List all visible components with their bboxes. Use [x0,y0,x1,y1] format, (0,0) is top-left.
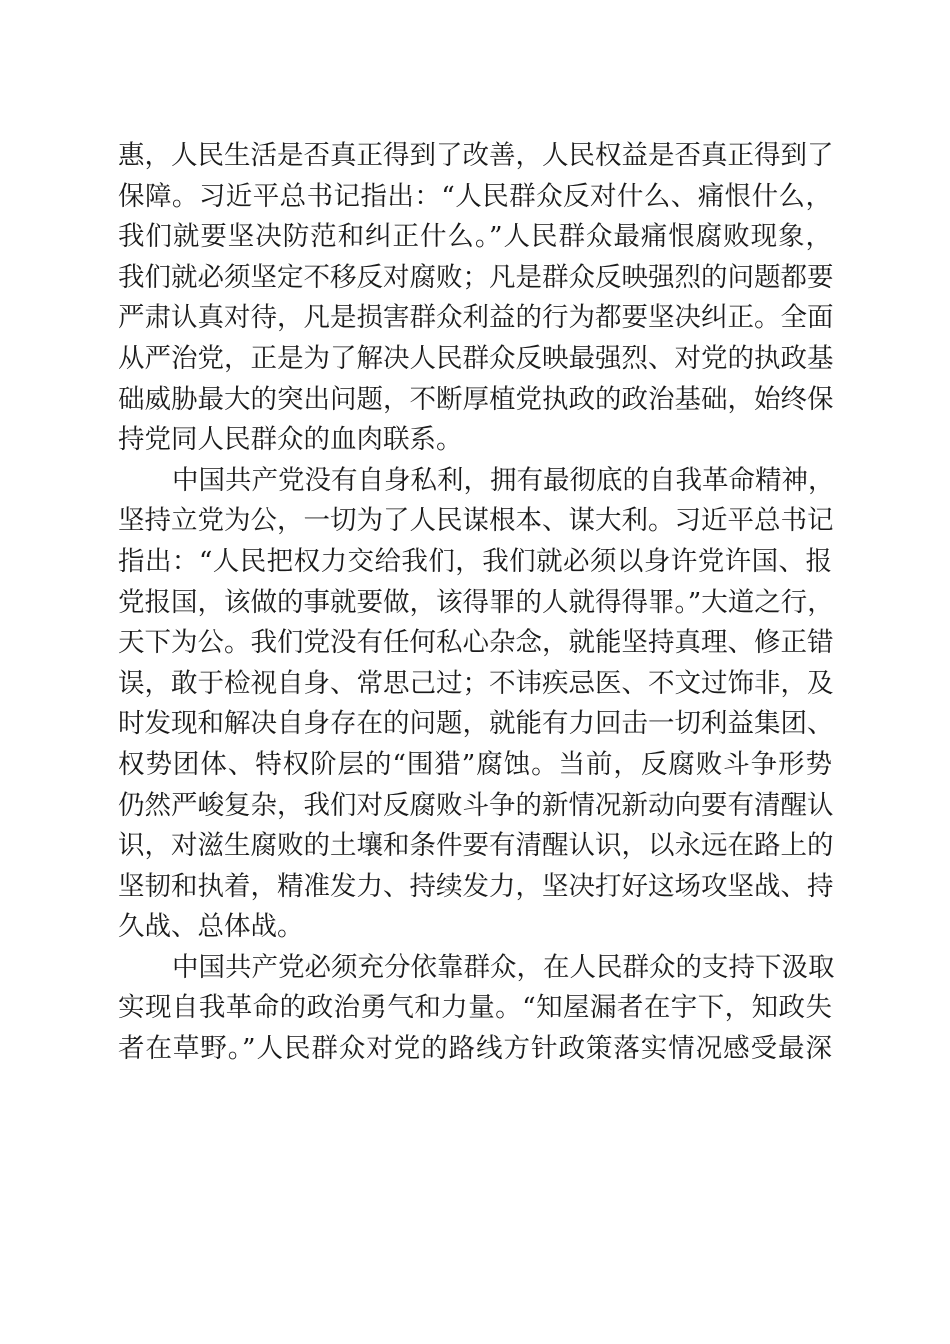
document-body [118,136,835,1070]
text-line: 实现自我革命的政治勇气和力量。“知屋漏者在宇下，知政失 [118,992,832,1024]
text-line: 从严治党，正是为了解决人民群众反映最强烈、对党的执政基 [118,342,834,374]
text-line: 者在草野。”人民群众对党的路线方针政策落实情况感受最深 [118,1033,832,1065]
text-line: 指出：“人民把权力交给我们，我们就必须以身许党许国、报 [118,545,832,577]
text-line: 中国共产党必须充分依靠群众，在人民群众的支持下汲取 [172,951,835,983]
text-line: 时发现和解决自身存在的问题，就能有力回击一切利益集团、 [118,708,834,740]
text-line: 持党同人民群众的血肉联系。 [118,424,463,456]
text-line: 天下为公。我们党没有任何私心杂念，就能坚持真理、修正错 [118,627,834,659]
text-line: 权势团体、特权阶层的“围猎”腐蚀。当前，反腐败斗争形势 [118,748,832,780]
text-line: 保障。习近平总书记指出：“人民群众反对什么、痛恨什么， [118,180,832,212]
text-line: 党报国，该做的事就要做，该得罪的人就得得罪。”大道之行， [118,586,834,618]
text-line: 识，对滋生腐败的土壤和条件要有清醒认识，以永远在路上的 [118,830,834,862]
text-line: 础威胁最大的突出问题，不断厚植党执政的政治基础，始终保 [118,383,834,415]
text-line: 坚持立党为公，一切为了人民谋根本、谋大利。习近平总书记 [118,505,834,537]
text-line: 仍然严峻复杂，我们对反腐败斗争的新情况新动向要有清醒认 [118,789,834,821]
paragraph-1 [118,136,832,461]
paragraph-2 [118,461,835,948]
text-line: 惠，人民生活是否真正得到了改善，人民权益是否真正得到了 [118,140,834,171]
text-line: 我们就要坚决防范和纠正什么。”人民群众最痛恨腐败现象， [118,221,832,253]
text-line: 我们就必须坚定不移反对腐败；凡是群众反映强烈的问题都要 [118,261,834,293]
text-line: 久战、总体战。 [118,911,304,943]
text-line: 误，敢于检视自身、常思己过；不讳疾忌医、不文过饰非，及 [118,667,834,699]
text-line: 中国共产党没有自身私利，拥有最彻底的自我革命精神， [172,464,835,496]
text-line: 严肃认真对待，凡是损害群众利益的行为都要坚决纠正。全面 [118,302,834,334]
text-line: 坚韧和执着，精准发力、持续发力，坚决打好这场攻坚战、持 [118,870,834,902]
paragraph-3 [118,948,835,1070]
